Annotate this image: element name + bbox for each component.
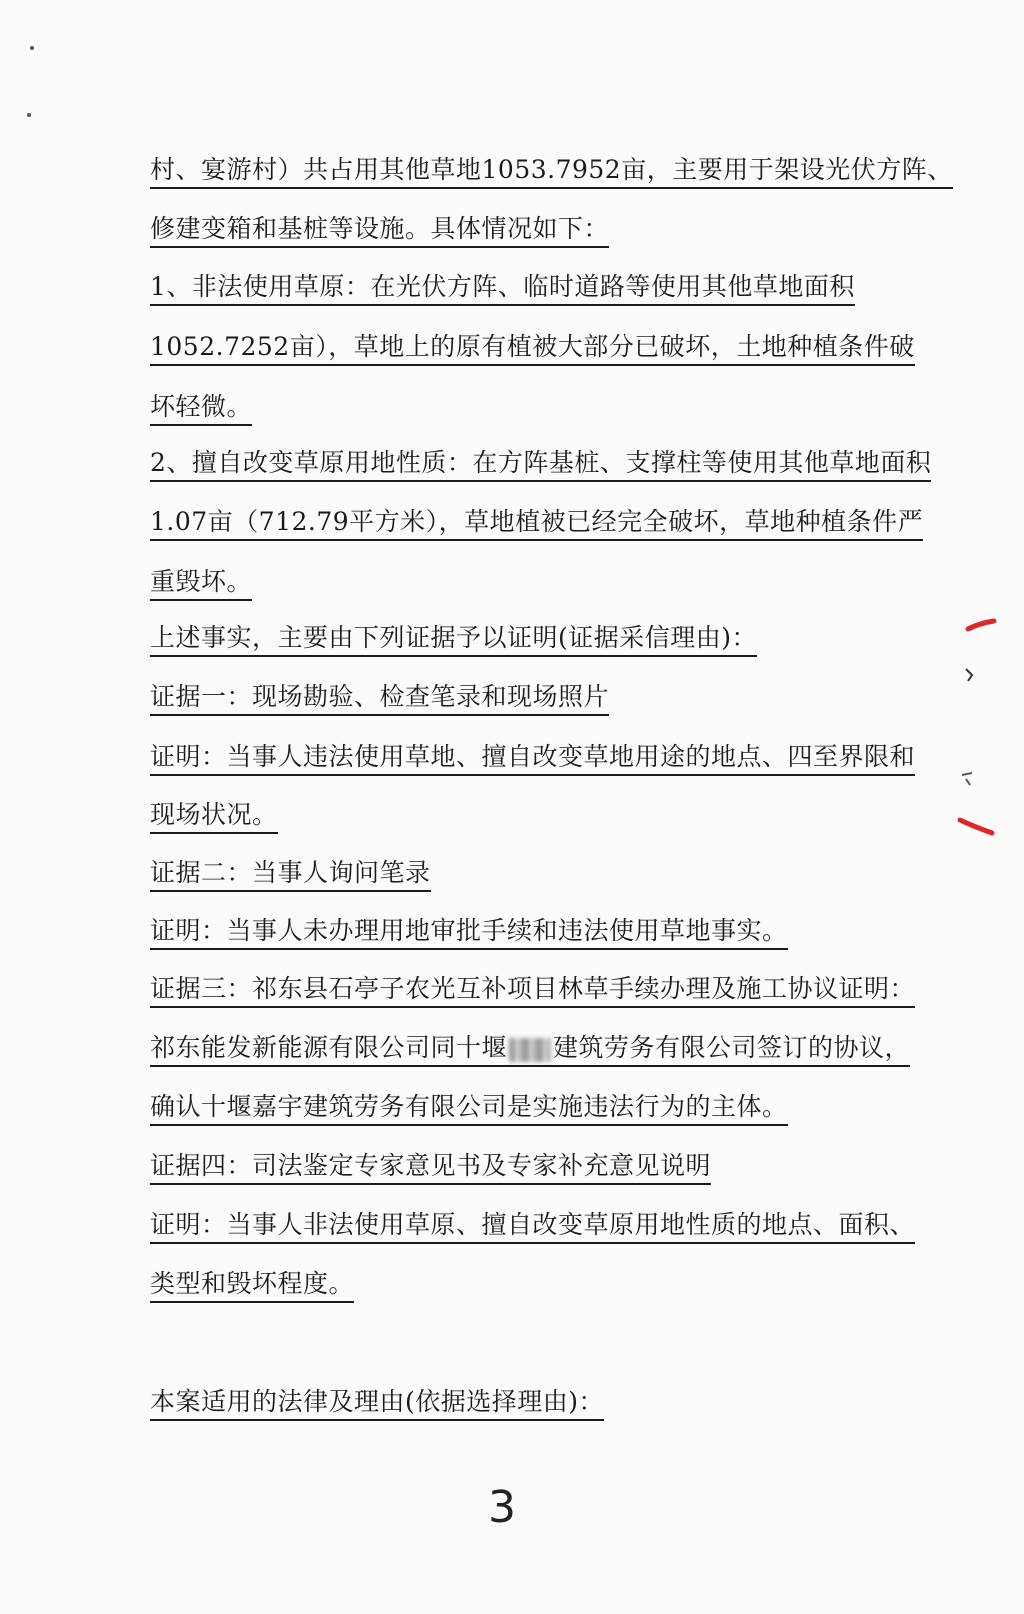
text-line: 1.07亩（712.79平方米），草地植被已经完全破坏，草地种植条件严: [150, 505, 923, 539]
text-line: 类型和毁坏程度。: [150, 1267, 354, 1301]
evidence-heading: 证据二：当事人询问笔录: [150, 856, 431, 890]
text-line: 坏轻微。: [150, 390, 252, 424]
text-line: 1、非法使用草原：在光伏方阵、临时道路等使用其他草地面积: [150, 270, 855, 304]
text-line: 证明：当事人未办理用地审批手续和违法使用草地事实。: [150, 914, 788, 948]
page-number: 3: [488, 1482, 516, 1533]
text-line: 现场状况。: [150, 798, 278, 832]
evidence-heading: 证据一：现场勘验、检查笔录和现场照片: [150, 680, 609, 714]
text-line: 证明：当事人非法使用草原、擅自改变草原用地性质的地点、面积、: [150, 1208, 915, 1242]
text-line: 修建变箱和基桩等设施。具体情况如下：: [150, 212, 609, 246]
red-seal-edge: [950, 615, 1000, 845]
text-line: 重毁坏。: [150, 565, 252, 599]
evidence-heading: 证据三：祁东县石亭子农光互补项目林草手续办理及施工协议证明：: [150, 972, 915, 1006]
evidence-heading: 证据四：司法鉴定专家意见书及专家补充意见说明: [150, 1149, 711, 1183]
scan-speck: [27, 113, 31, 117]
text-line: 证明：当事人违法使用草地、擅自改变草地用途的地点、四至界限和: [150, 740, 915, 774]
text-line: 上述事实，主要由下列证据予以证明(证据采信理由)：: [150, 621, 757, 655]
redacted-text: [509, 1038, 551, 1062]
text-line: 村、宴游村）共占用其他草地1053.7952亩，主要用于架设光伏方阵、: [150, 153, 953, 187]
text-line: 1052.7252亩），草地上的原有植被大部分已破坏，土地种植条件破: [150, 330, 915, 364]
scan-speck: [30, 46, 34, 50]
section-heading: 本案适用的法律及理由(依据选择理由)：: [150, 1385, 604, 1419]
text-line: 2、擅自改变草原用地性质：在方阵基桩、支撑柱等使用其他草地面积: [150, 446, 931, 480]
text-line: 确认十堰嘉宇建筑劳务有限公司是实施违法行为的主体。: [150, 1090, 788, 1124]
text-line: 祁东能发新能源有限公司同十堰 建筑劳务有限公司签订的协议，: [150, 1031, 910, 1065]
